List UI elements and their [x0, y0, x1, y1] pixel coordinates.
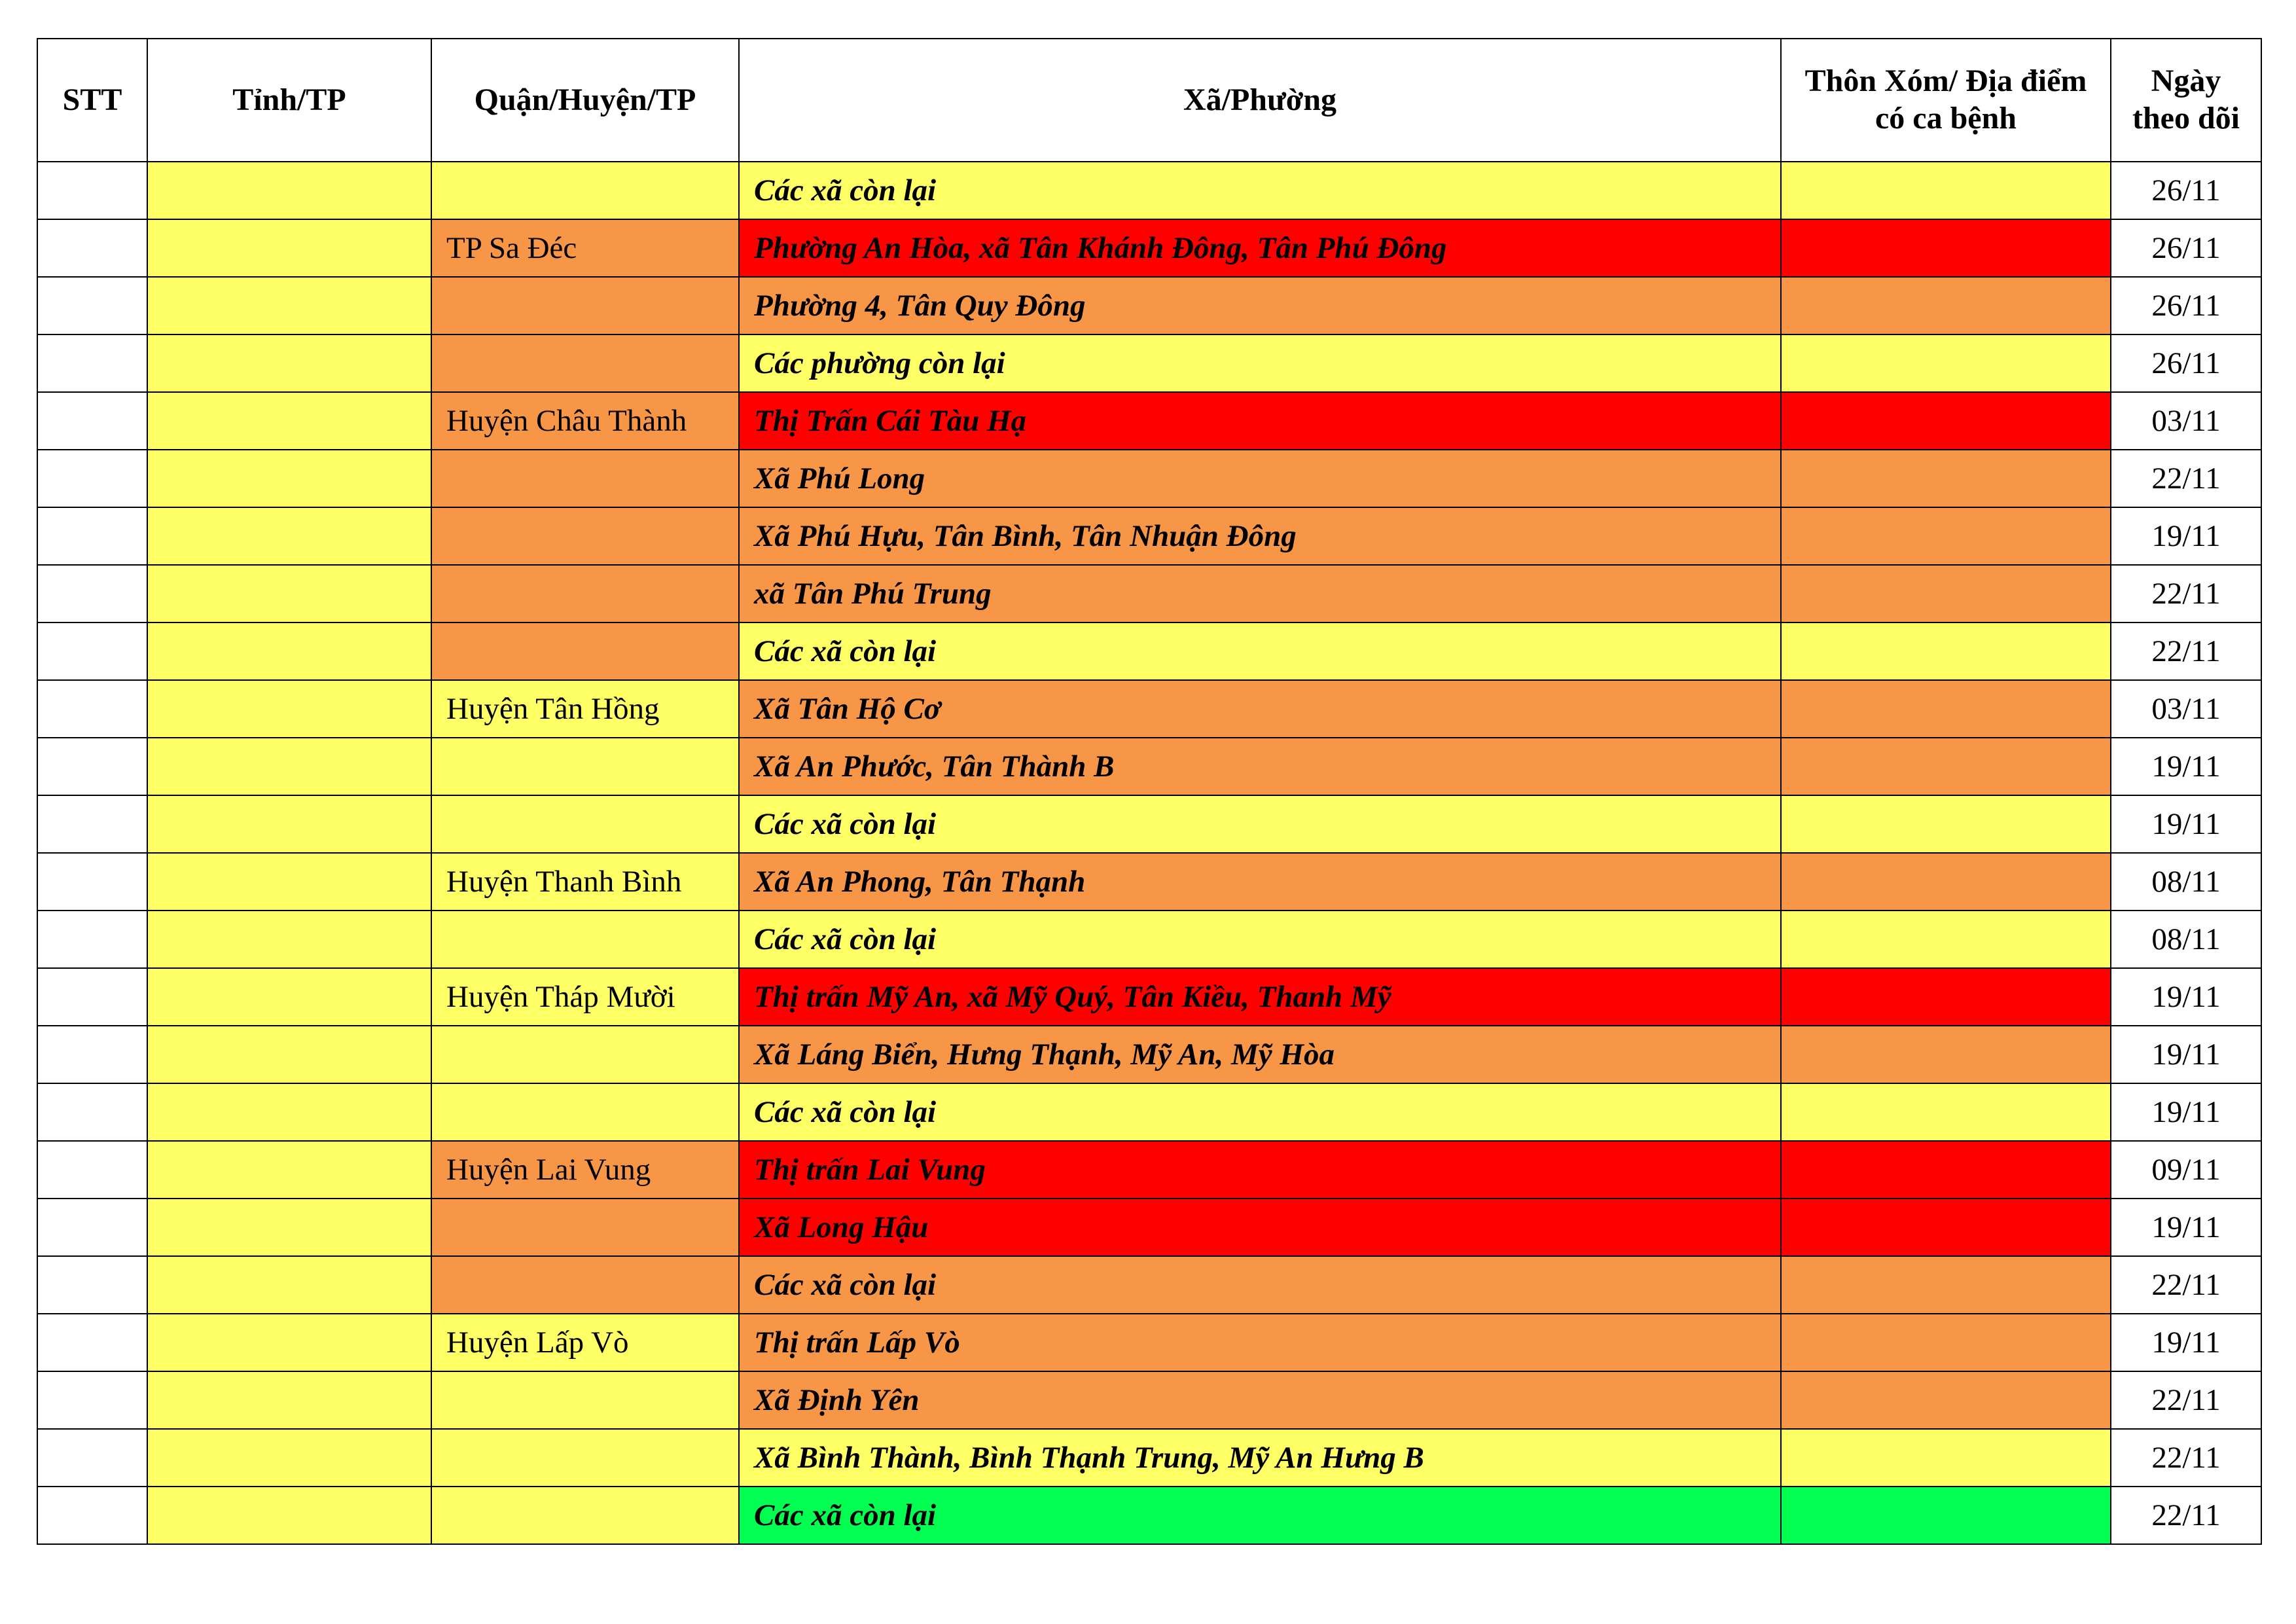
huyen-cell: Huyện Tháp Mười	[431, 968, 739, 1026]
huyen-cell	[431, 334, 739, 392]
thon-cell	[1781, 1083, 2111, 1141]
huyen-cell	[431, 565, 739, 623]
huyen-cell: Huyện Lấp Vò	[431, 1314, 739, 1371]
ngay-cell: 08/11	[2111, 911, 2261, 968]
ngay-cell: 22/11	[2111, 450, 2261, 507]
ngay-cell: 22/11	[2111, 1371, 2261, 1429]
table-row	[37, 795, 2261, 853]
table-row	[37, 911, 2261, 968]
ngay-cell: 19/11	[2111, 1083, 2261, 1141]
tinh-cell	[147, 738, 431, 795]
ngay-cell: 19/11	[2111, 795, 2261, 853]
ngay-cell: 26/11	[2111, 277, 2261, 334]
thon-cell	[1781, 795, 2111, 853]
table-row	[37, 1141, 2261, 1199]
xa-cell: Phường An Hòa, xã Tân Khánh Đông, Tân Phú Đông	[739, 219, 1781, 277]
thon-cell	[1781, 680, 2111, 738]
xa-cell: Xã Long Hậu	[739, 1199, 1781, 1256]
tinh-cell	[147, 277, 431, 334]
huyen-cell: Huyện Thanh Bình	[431, 853, 739, 911]
ngay-cell: 08/11	[2111, 853, 2261, 911]
ngay-cell: 22/11	[2111, 565, 2261, 623]
table-row	[37, 392, 2261, 450]
table-row	[37, 450, 2261, 507]
stt-cell	[37, 1256, 147, 1314]
thon-cell	[1781, 1487, 2111, 1544]
thon-cell	[1781, 1256, 2111, 1314]
thon-cell	[1781, 738, 2111, 795]
huyen-cell	[431, 795, 739, 853]
ngay-cell: 19/11	[2111, 1199, 2261, 1256]
tinh-cell	[147, 623, 431, 680]
xa-cell: Các xã còn lại	[739, 162, 1781, 219]
huyen-cell	[431, 1487, 739, 1544]
xa-cell: xã Tân Phú Trung	[739, 565, 1781, 623]
tinh-cell	[147, 1487, 431, 1544]
huyen-cell	[431, 623, 739, 680]
xa-cell: Xã Định Yên	[739, 1371, 1781, 1429]
stt-cell	[37, 392, 147, 450]
tinh-cell	[147, 680, 431, 738]
table-row	[37, 162, 2261, 219]
thon-cell	[1781, 1371, 2111, 1429]
tinh-cell	[147, 1256, 431, 1314]
table-row	[37, 1371, 2261, 1429]
xa-cell: Thị trấn Lấp Vò	[739, 1314, 1781, 1371]
huyen-cell	[431, 1371, 739, 1429]
xa-cell: Xã Láng Biển, Hưng Thạnh, Mỹ An, Mỹ Hòa	[739, 1026, 1781, 1083]
stt-cell	[37, 565, 147, 623]
table-row	[37, 1026, 2261, 1083]
huyen-cell	[431, 1429, 739, 1487]
risk-level-table	[37, 38, 2262, 1545]
ngay-cell: 19/11	[2111, 1314, 2261, 1371]
ngay-cell: 19/11	[2111, 1026, 2261, 1083]
tinh-cell	[147, 911, 431, 968]
tinh-cell	[147, 507, 431, 565]
table-row	[37, 565, 2261, 623]
stt-cell	[37, 911, 147, 968]
huyen-cell	[431, 450, 739, 507]
xa-cell: Thị Trấn Cái Tàu Hạ	[739, 392, 1781, 450]
tinh-cell	[147, 392, 431, 450]
stt-cell	[37, 623, 147, 680]
tinh-cell	[147, 1429, 431, 1487]
stt-cell	[37, 968, 147, 1026]
stt-cell	[37, 1371, 147, 1429]
stt-cell	[37, 1487, 147, 1544]
tinh-cell	[147, 334, 431, 392]
table-row	[37, 1429, 2261, 1487]
header-tinh: Tỉnh/TP	[147, 39, 431, 162]
tinh-cell	[147, 450, 431, 507]
xa-cell: Các xã còn lại	[739, 911, 1781, 968]
thon-cell	[1781, 565, 2111, 623]
thon-cell	[1781, 911, 2111, 968]
stt-cell	[37, 1199, 147, 1256]
tinh-cell	[147, 1026, 431, 1083]
ngay-cell: 22/11	[2111, 1429, 2261, 1487]
table-row	[37, 680, 2261, 738]
stt-cell	[37, 1141, 147, 1199]
tinh-cell	[147, 1083, 431, 1141]
huyen-cell: Huyện Châu Thành	[431, 392, 739, 450]
thon-cell	[1781, 219, 2111, 277]
huyen-cell	[431, 1083, 739, 1141]
thon-cell	[1781, 1199, 2111, 1256]
table-row	[37, 334, 2261, 392]
table-row	[37, 1256, 2261, 1314]
stt-cell	[37, 507, 147, 565]
ngay-cell: 19/11	[2111, 507, 2261, 565]
ngay-cell: 19/11	[2111, 738, 2261, 795]
thon-cell	[1781, 1429, 2111, 1487]
thon-cell	[1781, 968, 2111, 1026]
thon-cell	[1781, 853, 2111, 911]
thon-cell	[1781, 1141, 2111, 1199]
xa-cell: Xã An Phong, Tân Thạnh	[739, 853, 1781, 911]
table-row	[37, 277, 2261, 334]
stt-cell	[37, 1429, 147, 1487]
thon-cell	[1781, 623, 2111, 680]
stt-cell	[37, 277, 147, 334]
stt-cell	[37, 1314, 147, 1371]
ngay-cell: 03/11	[2111, 680, 2261, 738]
stt-cell	[37, 450, 147, 507]
huyen-cell	[431, 277, 739, 334]
stt-cell	[37, 853, 147, 911]
xa-cell: Xã Phú Hựu, Tân Bình, Tân Nhuận Đông	[739, 507, 1781, 565]
stt-cell	[37, 219, 147, 277]
table-row	[37, 1199, 2261, 1256]
huyen-cell	[431, 507, 739, 565]
ngay-cell: 26/11	[2111, 334, 2261, 392]
ngay-cell: 22/11	[2111, 1256, 2261, 1314]
xa-cell: Xã Phú Long	[739, 450, 1781, 507]
xa-cell: Thị trấn Mỹ An, xã Mỹ Quý, Tân Kiều, Thanh Mỹ	[739, 968, 1781, 1026]
table-row	[37, 968, 2261, 1026]
xa-cell: Xã Tân Hộ Cơ	[739, 680, 1781, 738]
header-thon: Thôn Xóm/ Địa điểm có ca bệnh	[1781, 39, 2111, 162]
ngay-cell: 26/11	[2111, 219, 2261, 277]
huyen-cell	[431, 162, 739, 219]
ngay-cell: 22/11	[2111, 1487, 2261, 1544]
stt-cell	[37, 1026, 147, 1083]
table-row	[37, 623, 2261, 680]
huyen-cell: Huyện Lai Vung	[431, 1141, 739, 1199]
tinh-cell	[147, 968, 431, 1026]
header-huyen: Quận/Huyện/TP	[431, 39, 739, 162]
stt-cell	[37, 334, 147, 392]
tinh-cell	[147, 565, 431, 623]
table-row	[37, 507, 2261, 565]
tinh-cell	[147, 1371, 431, 1429]
thon-cell	[1781, 277, 2111, 334]
xa-cell: Các xã còn lại	[739, 795, 1781, 853]
huyen-cell	[431, 1026, 739, 1083]
table-row	[37, 738, 2261, 795]
stt-cell	[37, 680, 147, 738]
ngay-cell: 26/11	[2111, 162, 2261, 219]
tinh-cell	[147, 219, 431, 277]
xa-cell: Xã An Phước, Tân Thành B	[739, 738, 1781, 795]
xa-cell: Thị trấn Lai Vung	[739, 1141, 1781, 1199]
table-row	[37, 1487, 2261, 1544]
tinh-cell	[147, 1199, 431, 1256]
table-row	[37, 219, 2261, 277]
stt-cell	[37, 795, 147, 853]
xa-cell: Các xã còn lại	[739, 1256, 1781, 1314]
huyen-cell	[431, 1199, 739, 1256]
table-row	[37, 853, 2261, 911]
xa-cell: Xã Bình Thành, Bình Thạnh Trung, Mỹ An Hưng B	[739, 1429, 1781, 1487]
tinh-cell	[147, 162, 431, 219]
stt-cell	[37, 738, 147, 795]
ngay-cell: 09/11	[2111, 1141, 2261, 1199]
xa-cell: Các xã còn lại	[739, 623, 1781, 680]
tinh-cell	[147, 853, 431, 911]
thon-cell	[1781, 1026, 2111, 1083]
xa-cell: Các xã còn lại	[739, 1083, 1781, 1141]
huyen-cell	[431, 1256, 739, 1314]
ngay-cell: 19/11	[2111, 968, 2261, 1026]
thon-cell	[1781, 507, 2111, 565]
thon-cell	[1781, 1314, 2111, 1371]
thon-cell	[1781, 162, 2111, 219]
xa-cell: Các xã còn lại	[739, 1487, 1781, 1544]
tinh-cell	[147, 1141, 431, 1199]
huyen-cell	[431, 738, 739, 795]
tinh-cell	[147, 795, 431, 853]
header-ngay: Ngày theo dõi	[2111, 39, 2261, 162]
table-body	[37, 162, 2261, 1544]
tinh-cell	[147, 1314, 431, 1371]
stt-cell	[37, 162, 147, 219]
huyen-cell: Huyện Tân Hồng	[431, 680, 739, 738]
table-row	[37, 1314, 2261, 1371]
thon-cell	[1781, 334, 2111, 392]
header-xa: Xã/Phường	[739, 39, 1781, 162]
xa-cell: Các phường còn lại	[739, 334, 1781, 392]
thon-cell	[1781, 450, 2111, 507]
thon-cell	[1781, 392, 2111, 450]
stt-cell	[37, 1083, 147, 1141]
header-row	[37, 39, 2261, 162]
table-row	[37, 1083, 2261, 1141]
ngay-cell: 22/11	[2111, 623, 2261, 680]
huyen-cell: TP Sa Đéc	[431, 219, 739, 277]
ngay-cell: 03/11	[2111, 392, 2261, 450]
xa-cell: Phường 4, Tân Quy Đông	[739, 277, 1781, 334]
huyen-cell	[431, 911, 739, 968]
header-stt: STT	[37, 39, 147, 162]
